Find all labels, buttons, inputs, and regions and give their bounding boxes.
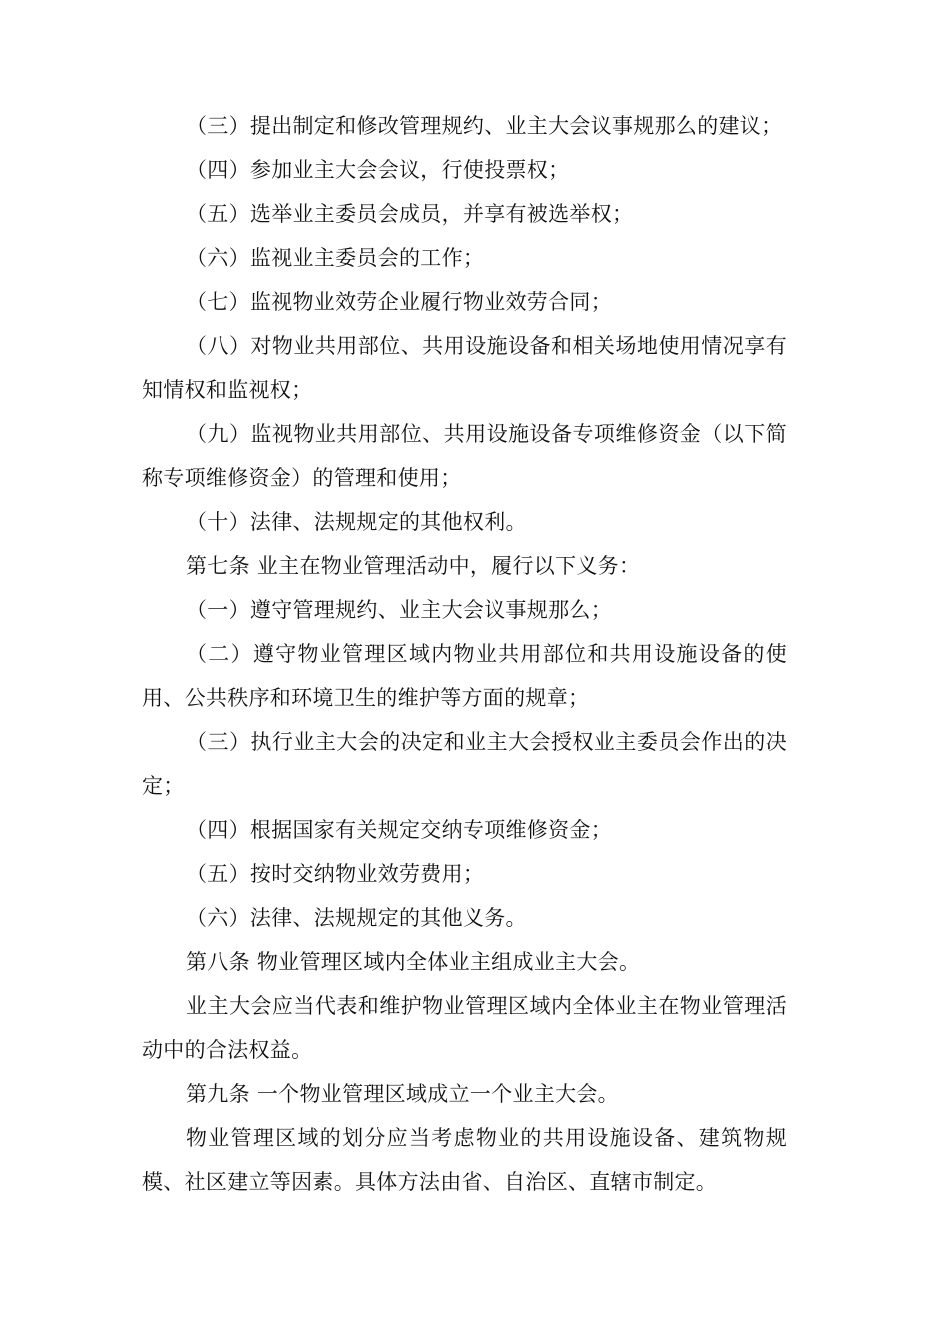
paragraph-item-1-duties: （一）遵守管理规约、业主大会议事规那么； xyxy=(186,598,612,622)
paragraph-item-3-duties: （三）执行业主大会的决定和业主大会授权业主委员会作出的决定； xyxy=(142,730,787,798)
paragraph-item-4-duties: （四）根据国家有关规定交纳专项维修资金； xyxy=(186,818,612,842)
article-8-body: 业主大会应当代表和维护物业管理区域内全体业主在物业管理活动中的合法权益。 xyxy=(142,994,787,1062)
paragraph-item-3-rights: （三）提出制定和修改管理规约、业主大会议事规那么的建议； xyxy=(186,114,783,138)
paragraph-item-9-rights: （九）监视物业共用部位、共用设施设备专项维修资金（以下简称专项维修资金）的管理和使用； xyxy=(142,422,787,490)
paragraph-item-8-rights: （八）对物业共用部位、共用设施设备和相关场地使用情况享有知情权和监视权； xyxy=(142,334,787,402)
paragraph-item-2-duties: （二）遵守物业管理区域内物业共用部位和共用设施设备的使用、公共秩序和环境卫生的维护等方面的规章； xyxy=(142,642,787,710)
article-9-heading: 第九条 一个物业管理区域成立一个业主大会。 xyxy=(186,1082,619,1106)
paragraph-item-6-duties: （六）法律、法规规定的其他义务。 xyxy=(186,906,527,930)
paragraph-item-4-rights: （四）参加业主大会会议，行使投票权； xyxy=(186,158,570,182)
document-body xyxy=(142,104,787,1204)
paragraph-item-7-rights: （七）监视物业效劳企业履行物业效劳合同； xyxy=(186,290,612,314)
article-9-body: 物业管理区域的划分应当考虑物业的共用设施设备、建筑物规模、社区建立等因素。具体方法由省、自治区、直辖市制定。 xyxy=(142,1126,787,1194)
article-7-heading: 第七条 业主在物业管理活动中，履行以下义务： xyxy=(186,554,641,578)
paragraph-item-5-rights: （五）选举业主委员会成员，并享有被选举权； xyxy=(186,202,634,226)
paragraph-item-5-duties: （五）按时交纳物业效劳费用； xyxy=(186,862,485,886)
article-8-heading: 第八条 物业管理区域内全体业主组成业主大会。 xyxy=(186,950,641,974)
paragraph-item-10-rights: （十）法律、法规规定的其他权利。 xyxy=(186,510,527,534)
paragraph-item-6-rights: （六）监视业主委员会的工作； xyxy=(186,246,485,270)
